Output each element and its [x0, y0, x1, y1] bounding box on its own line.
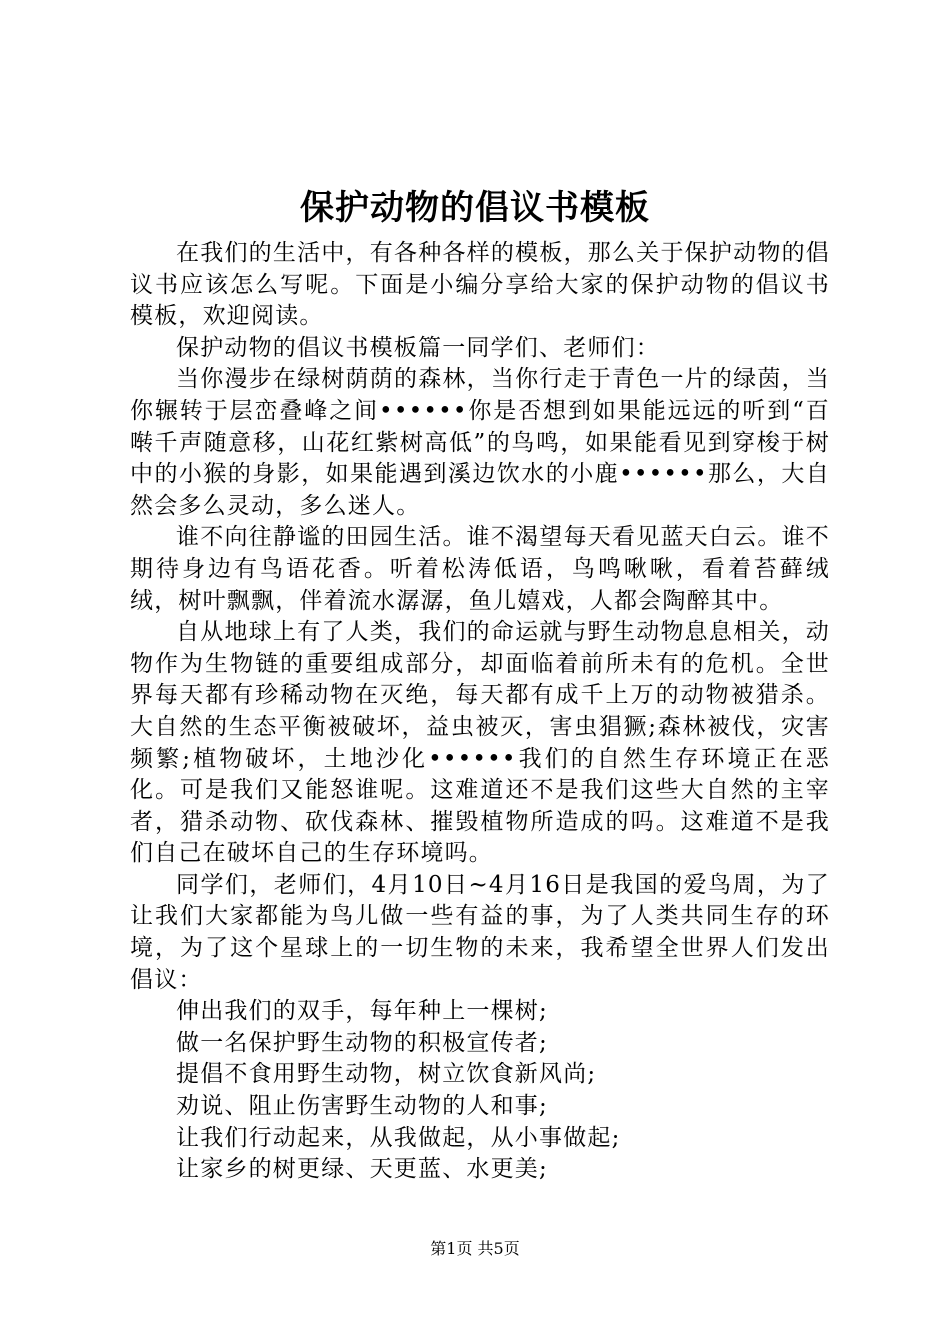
- proposal-item: 劝说、阻止伤害野生动物的人和事;: [176, 1093, 548, 1120]
- proposal-item: 提倡不食用野生动物，树立饮食新风尚;: [176, 1061, 597, 1088]
- page-number-footer: 第1页 共5页: [430, 1239, 520, 1258]
- paragraph-crisis: 自从地球上有了人类，我们的命运就与野生动物息息相关，动物作为生物链的重要组成部分，却面临着前所未有的危机。全世界每天都有珍稀动物在灭绝，每天都有成千上万的动物被猎杀。大自然的生态平衡被破坏，益虫被灭，害虫猖獗;森林被伐，灾害频繁;植物破坏，土地沙化••••••我们的自然生存环境正在恶化。可是我们又能怒谁呢。这难道还不是我们这些大自然的主宰者，猎杀动物、砍伐森林、摧毁植物所造成的吗。这难道不是我们自己在破坏自己的生存环境吗。: [130, 619, 830, 867]
- proposal-item: 让我们行动起来，从我做起，从小事做起;: [176, 1124, 621, 1151]
- proposal-item: 做一名保护野生动物的积极宣传者;: [176, 1029, 548, 1056]
- document-title: 保护动物的倡议书模板: [300, 188, 650, 228]
- paragraph-bird-week: 同学们，老师们，4月10日~4月16日是我国的爱鸟周，为了让我们大家都能为鸟儿做一些有益的事，为了人类共同生存的环境，为了这个星球上的一切生物的未来，我希望全世界人们发出倡议：: [130, 871, 830, 993]
- paragraph-salutation: 保护动物的倡议书模板篇一同学们、老师们：: [176, 334, 660, 361]
- paragraph-countryside: 谁不向往静谧的田园生活。谁不渴望每天看见蓝天白云。谁不期待身边有鸟语花香。听着松涛低语，鸟鸣啾啾，看着苔藓绒绒，树叶飘飘，伴着流水潺潺，鱼儿嬉戏，人都会陶醉其中。: [130, 524, 830, 614]
- proposal-item: 让家乡的树更绿、天更蓝、水更美;: [176, 1156, 548, 1183]
- paragraph-intro: 在我们的生活中，有各种各样的模板，那么关于保护动物的倡议书应该怎么写呢。下面是小编分享给大家的保护动物的倡议书模板，欢迎阅读。: [130, 240, 830, 330]
- proposal-item: 伸出我们的双手，每年种上一棵树;: [176, 998, 548, 1025]
- paragraph-forest: 当你漫步在绿树荫荫的森林，当你行走于青色一片的绿茵，当你辗转于层峦叠峰之间••••••你是否想到如果能远远的听到“百啭千声随意移，山花红紫树高低”的鸟鸣，如果能看见到穿梭于树中的小猴的身影，如果能遇到溪边饮水的小鹿••••••那么，大自然会多么灵动，多么迷人。: [130, 366, 830, 519]
- document-body: [130, 238, 830, 1186]
